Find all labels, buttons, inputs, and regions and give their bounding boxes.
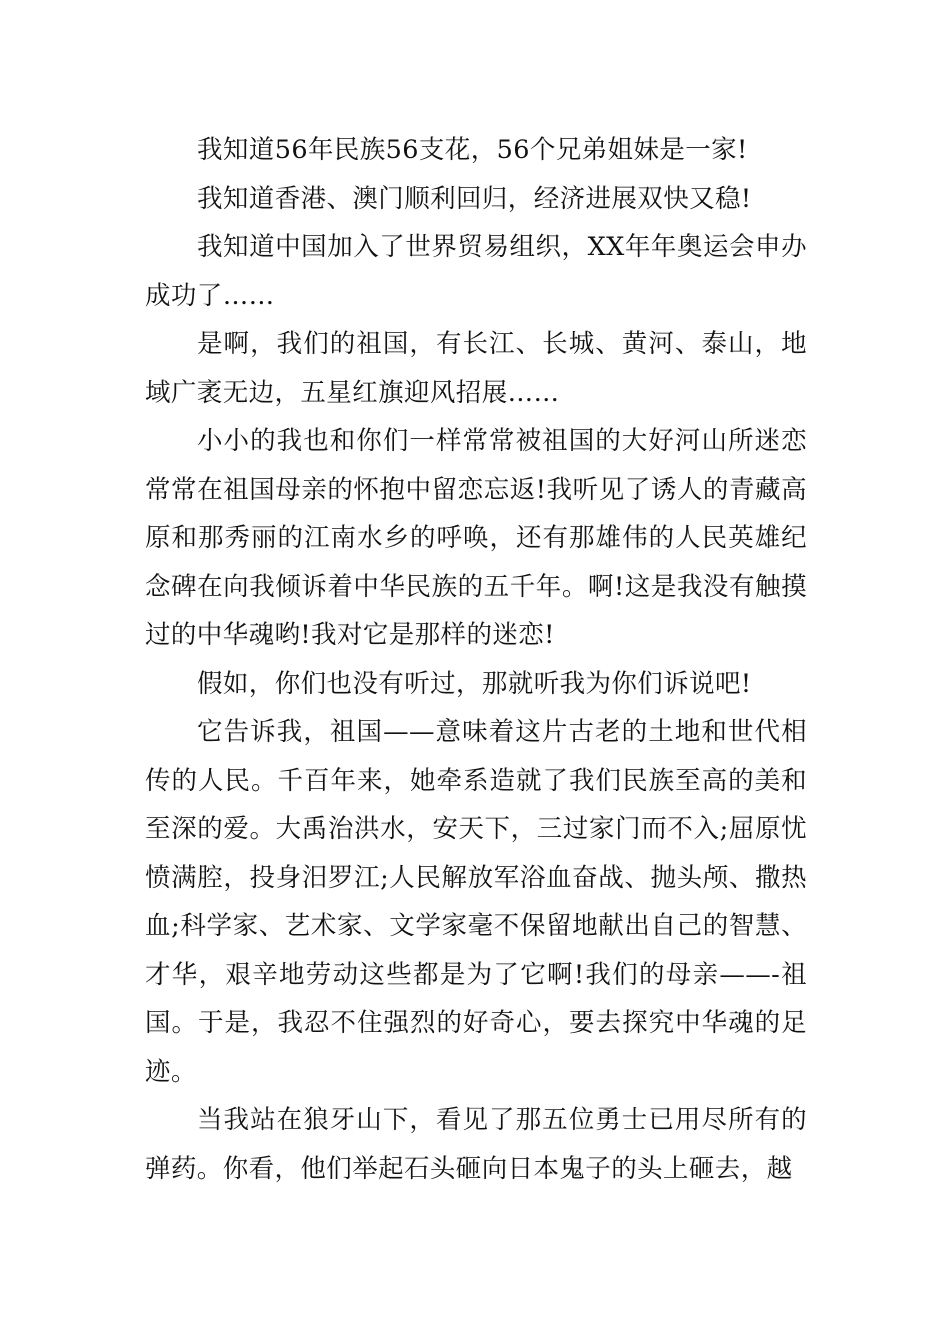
paragraph-8: 当我站在狼牙山下，看见了那五位勇士已用尽所有的弹药。你看，他们举起石头砸向日本鬼子的头上砸去，越 <box>145 1105 807 1184</box>
paragraph-2: 我知道香港、澳门顺利回归，经济进展双快又稳! <box>197 183 752 214</box>
paragraph-7: 它告诉我，祖国——意味着这片古老的土地和世代相传的人民。千百年来，她牵系造就了我们民族至高的美和至深的爱。大禹治洪水，安天下，三过家门而不入;屈原忧愤满腔，投身汨罗江;人民解放军浴血奋战、抛头颅、撒热血;科学家、艺术家、文学家毫不保留地献出自己的智慧、才华，艰辛地劳动这些都是为了它啊!我们的母亲——-祖国。于是，我忍不住强烈的好奇心，要去探究中华魂的足迹。 <box>145 717 807 1087</box>
paragraph-3: 我知道中国加入了世界贸易组织，XX年年奥运会申办成功了…… <box>145 232 807 311</box>
paragraph-1: 我知道56年民族56支花，56个兄弟姐妹是一家! <box>197 135 748 165</box>
paragraph-4: 是啊，我们的祖国，有长江、长城、黄河、泰山，地域广袤无边，五星红旗迎风招展…… <box>145 329 807 408</box>
document-body <box>145 126 807 1193</box>
paragraph-5: 小小的我也和你们一样常常被祖国的大好河山所迷恋常常在祖国母亲的怀抱中留恋忘返!我听见了诱人的青藏高原和那秀丽的江南水乡的呼唤，还有那雄伟的人民英雄纪念碑在向我倾诉着中华民族的五千年。啊!这是我没有触摸过的中华魂哟!我对它是那样的迷恋! <box>145 426 807 650</box>
paragraph-6: 假如，你们也没有听过，那就听我为你们诉说吧! <box>197 668 752 699</box>
